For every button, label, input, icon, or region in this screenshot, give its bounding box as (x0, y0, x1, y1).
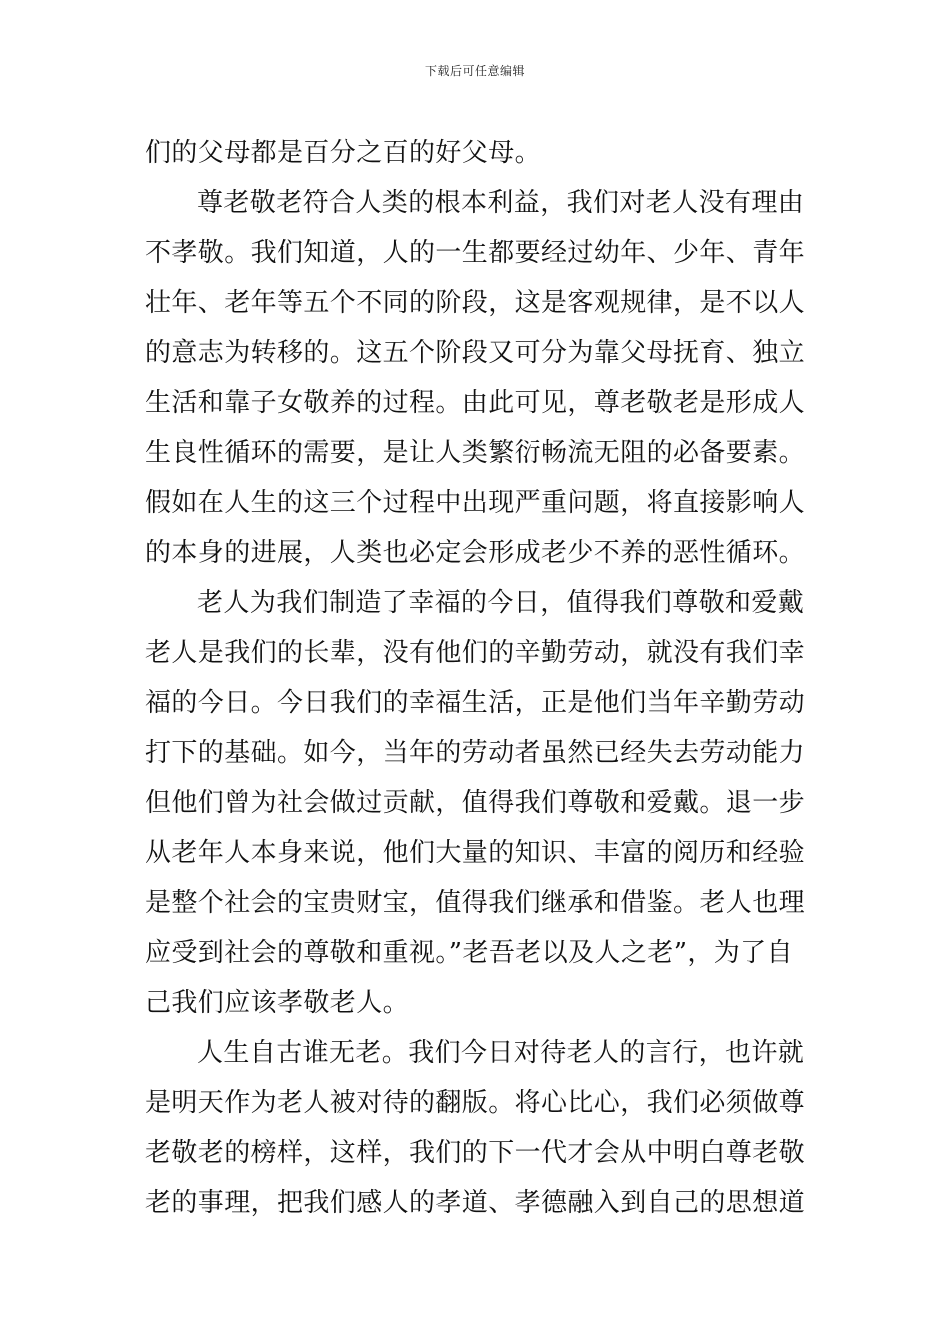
text-line: 是整个社会的宝贵财宝，值得我们继承和借鉴。老人也理 (145, 888, 806, 918)
text-line: 但他们曾为社会做过贡献，值得我们尊敬和爱戴。退一步 (145, 788, 806, 818)
text-line: 壮年、老年等五个不同的阶段，这是客观规律，是不以人 (145, 288, 806, 318)
text-line: 们的父母都是百分之百的好父母。 (145, 138, 542, 168)
text-line: 老敬老的榜样，这样，我们的下一代才会从中明白尊老敬 (145, 1138, 806, 1168)
text-line: 是明天作为老人被对待的翻版。将心比心，我们必须做尊 (145, 1088, 806, 1118)
paragraph-start: 尊老敬老符合人类的根本利益，我们对老人没有理由 (197, 188, 805, 218)
paragraph-start: 老人为我们制造了幸福的今日，值得我们尊敬和爱戴 (197, 588, 805, 618)
paragraph-start: 人生自古谁无老。我们今日对待老人的言行，也许就 (197, 1038, 805, 1068)
body-text (145, 128, 815, 1228)
text-line: 从老年人本身来说，他们大量的知识、丰富的阅历和经验 (145, 838, 806, 868)
text-line: 打下的基础。如今，当年的劳动者虽然已经失去劳动能力 (145, 738, 806, 768)
text-line: 的意志为转移的。这五个阶段又可分为靠父母抚育、独立 (145, 338, 806, 368)
page-header: 下载后可任意编辑 (424, 64, 525, 78)
text-line: 不孝敬。我们知道，人的一生都要经过幼年、少年、青年 (145, 238, 806, 268)
text-line: 福的今日。今日我们的幸福生活，正是他们当年辛勤劳动 (145, 688, 806, 718)
text-line: 老的事理，把我们感人的孝道、孝德融入到自己的思想道 (145, 1188, 806, 1218)
text-line: 生活和靠子女敬养的过程。由此可见，尊老敬老是形成人 (145, 388, 806, 418)
text-line: 假如在人生的这三个过程中出现严重问题，将直接影响人 (145, 488, 806, 518)
text-line: 生良性循环的需要，是让人类繁衍畅流无阻的必备要素。 (145, 438, 806, 468)
text-line: 老人是我们的长辈，没有他们的辛勤劳动，就没有我们幸 (145, 638, 806, 668)
text-line: 己我们应该孝敬老人。 (145, 988, 410, 1018)
text-line: 应受到社会的尊敬和重视。”老吾老以及人之老”，为了自 (145, 938, 793, 968)
text-line: 的本身的进展，人类也必定会形成老少不养的恶性循环。 (145, 538, 806, 568)
